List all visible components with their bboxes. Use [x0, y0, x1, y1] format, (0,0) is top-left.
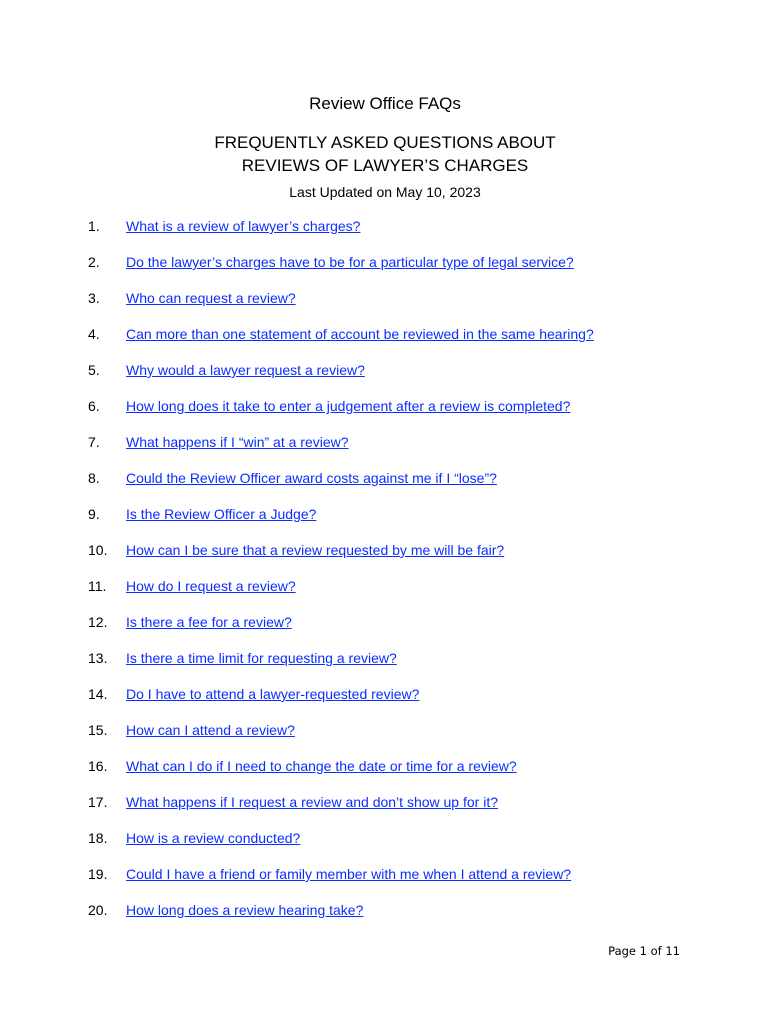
faq-number: 4.: [88, 326, 100, 342]
list-item: [88, 433, 688, 469]
list-item: [88, 325, 688, 361]
faq-question-link[interactable]: How long does it take to enter a judgement after a review is completed?: [126, 398, 571, 414]
faq-question-link[interactable]: Who can request a review?: [126, 290, 296, 306]
faq-number: 18.: [88, 830, 108, 846]
faq-question-link[interactable]: What happens if I request a review and don’t show up for it?: [126, 794, 498, 810]
document-heading: [0, 131, 770, 177]
last-updated: Last Updated on May 10, 2023: [289, 184, 481, 200]
faq-number: 6.: [88, 398, 100, 414]
list-item: [88, 901, 688, 937]
faq-number: 5.: [88, 362, 100, 378]
faq-question-link[interactable]: How is a review conducted?: [126, 830, 301, 846]
faq-number: 7.: [88, 434, 100, 450]
faq-question-link[interactable]: How can I be sure that a review requested by me will be fair?: [126, 542, 505, 558]
faq-number: 9.: [88, 506, 100, 522]
faq-question-link[interactable]: Do the lawyer’s charges have to be for a particular type of legal service?: [126, 254, 574, 270]
faq-question-link[interactable]: Could I have a friend or family member with me when I attend a review?: [126, 866, 572, 882]
faq-number: 2.: [88, 254, 100, 270]
faq-question-link[interactable]: Why would a lawyer request a review?: [126, 362, 365, 378]
list-item: [88, 865, 688, 901]
list-item: [88, 613, 688, 649]
faq-question-link[interactable]: Is there a time limit for requesting a review?: [126, 650, 397, 666]
faq-question-link[interactable]: Is the Review Officer a Judge?: [126, 506, 317, 522]
list-item: [88, 541, 688, 577]
faq-number: 3.: [88, 290, 100, 306]
faq-question-link[interactable]: Could the Review Officer award costs against me if I “lose”?: [126, 470, 497, 486]
list-item: [88, 217, 688, 253]
list-item: [88, 829, 688, 865]
faq-question-link[interactable]: What is a review of lawyer’s charges?: [126, 218, 361, 234]
list-item: [88, 253, 688, 289]
faq-question-link[interactable]: How can I attend a review?: [126, 722, 295, 738]
faq-question-link[interactable]: What happens if I “win” at a review?: [126, 434, 349, 450]
faq-number: 15.: [88, 722, 108, 738]
page-title: Review Office FAQs: [309, 94, 461, 113]
list-item: [88, 793, 688, 829]
faq-number: 17.: [88, 794, 108, 810]
faq-number: 10.: [88, 542, 108, 558]
list-item: [88, 361, 688, 397]
list-item: [88, 757, 688, 793]
list-item: [88, 721, 688, 757]
list-item: [88, 505, 688, 541]
faq-number: 19.: [88, 866, 108, 882]
faq-question-link[interactable]: What can I do if I need to change the date or time for a review?: [126, 758, 517, 774]
list-item: [88, 397, 688, 433]
heading-line-2: REVIEWS OF LAWYER’S CHARGES: [241, 156, 529, 175]
faq-number: 8.: [88, 470, 100, 486]
faq-number: 16.: [88, 758, 108, 774]
list-item: [88, 289, 688, 325]
faq-question-link[interactable]: How do I request a review?: [126, 578, 296, 594]
faq-question-link[interactable]: Can more than one statement of account be reviewed in the same hearing?: [126, 326, 594, 342]
faq-number: 13.: [88, 650, 108, 666]
faq-question-link[interactable]: Is there a fee for a review?: [126, 614, 292, 630]
faq-number: 14.: [88, 686, 108, 702]
page-number: Page 1 of 11: [608, 944, 680, 958]
faq-number: 12.: [88, 614, 108, 630]
faq-number: 11.: [88, 578, 107, 594]
list-item: [88, 469, 688, 505]
faq-list: [88, 217, 688, 937]
faq-question-link[interactable]: How long does a review hearing take?: [126, 902, 364, 918]
list-item: [88, 577, 688, 613]
heading-line-1: FREQUENTLY ASKED QUESTIONS ABOUT: [214, 133, 556, 152]
faq-question-link[interactable]: Do I have to attend a lawyer-requested review?: [126, 686, 420, 702]
faq-number: 20.: [88, 902, 108, 918]
list-item: [88, 685, 688, 721]
list-item: [88, 649, 688, 685]
faq-number: 1.: [88, 218, 100, 234]
